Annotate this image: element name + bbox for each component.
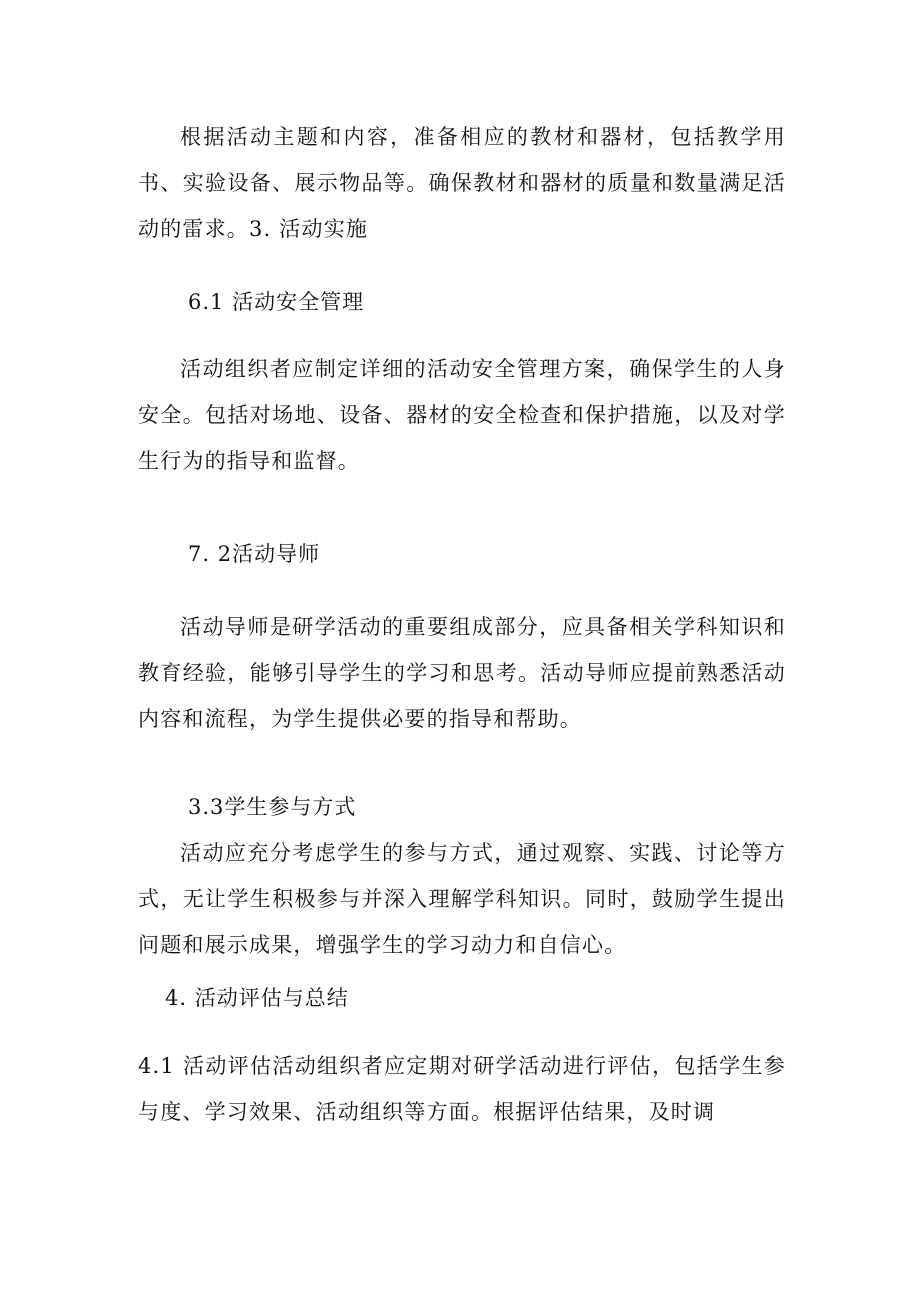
paragraph-activity-mentor: 活动导师是研学活动的重要组成部分，应具备相关学科知识和教育经验，能够引导学生的学习和思考。活动导师应提前熟悉活动内容和流程，为学生提供必要的指导和帮助。 bbox=[138, 615, 786, 731]
heading-7-2-activity-mentor: 7. 2活动导师 bbox=[188, 542, 321, 566]
paragraph-activity-evaluation: 4.1 活动评估活动组织者应定期对研学活动进行评估，包括学生参与度、学习效果、活动组织等方面。根据评估结果，及时调 bbox=[138, 1054, 786, 1124]
paragraph-safety-management: 活动组织者应制定详细的活动安全管理方案，确保学生的人身安全。包括对场地、设备、器材的安全检查和保护措施，以及对学生行为的指导和监督。 bbox=[138, 357, 786, 473]
paragraph-materials-preparation: 根据活动主题和内容，准备相应的教材和器材，包括教学用书、实验设备、展示物品等。确保教材和器材的质量和数量满足活动的雷求。3. 活动实施 bbox=[138, 125, 786, 241]
paragraph-student-participation: 活动应充分考虑学生的参与方式，通过观察、实践、讨论等方式，无让学生积极参与并深入理解学科知识。同时，鼓励学生提出问题和展示成果，增强学生的学习动力和自信心。 bbox=[138, 841, 786, 957]
heading-3-3-student-participation: 3.3学生参与方式 bbox=[188, 795, 357, 819]
heading-4-evaluation-summary: 4. 活动评估与总结 bbox=[165, 986, 349, 1010]
heading-6-1-safety-management: 6.1 活动安全管理 bbox=[188, 290, 365, 314]
